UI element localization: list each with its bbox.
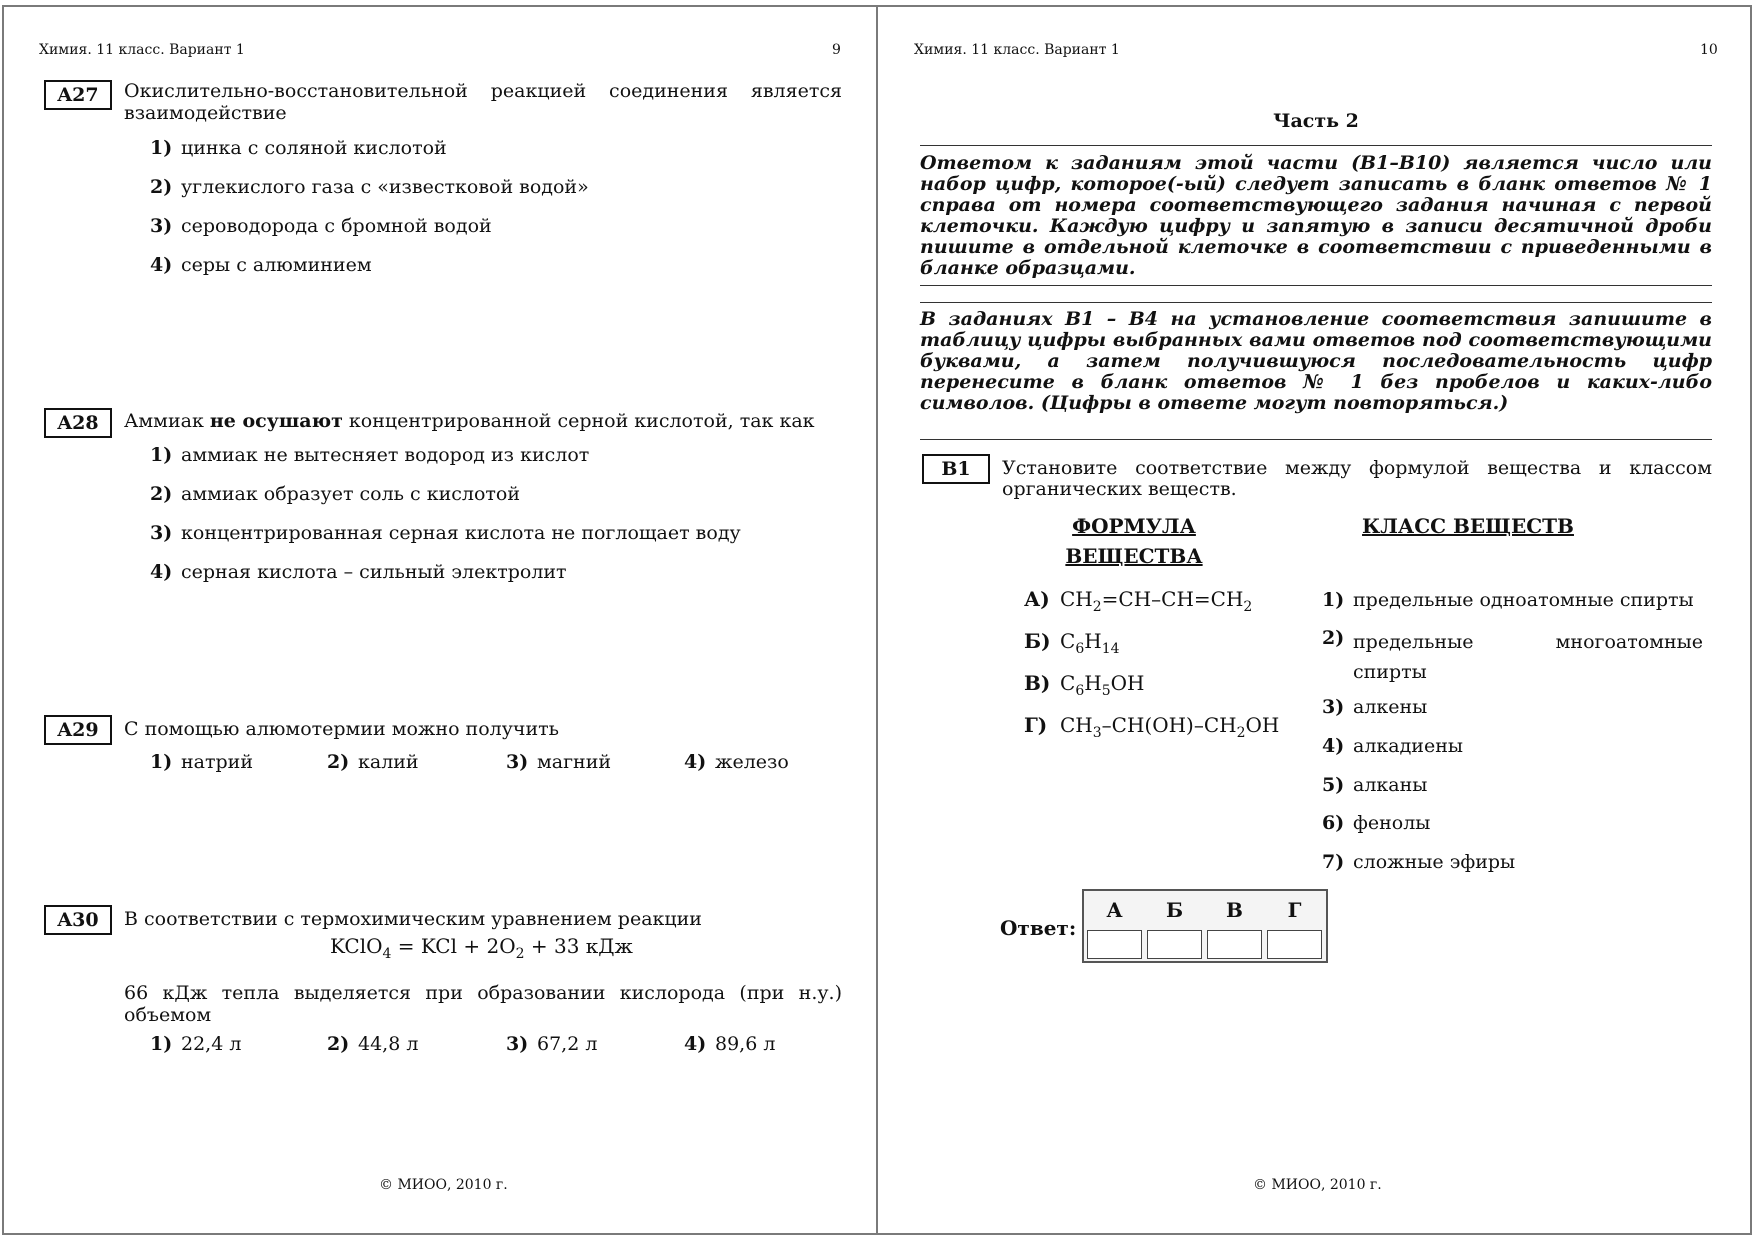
page-footer: © МИОО, 2010 г. xyxy=(379,1177,508,1193)
question-label-b1: B1 xyxy=(922,454,990,484)
option-a29-3[interactable]: 3) магний xyxy=(506,751,612,773)
formula-g: Г) $CH_3-CH(OH)-CH_2OH$ xyxy=(1024,713,1280,741)
instructions-b1-b4: В заданиях В1 – В4 на установление соответствия запишите в таблицу цифры выбранных вами ответов под соответствующими буквами, а затем получившуюся последовательность цифр перенесите в бланк ответов № 1 без пробелов и каких-либо символов. (Цифры в ответе могут повторяться.) xyxy=(920,308,1712,414)
question-label-a30: A30 xyxy=(44,905,112,935)
class-option-2: 2) предельные многоатомные спирты xyxy=(1322,627,1703,683)
divider xyxy=(920,145,1712,146)
answer-box-b[interactable] xyxy=(1147,930,1202,959)
question-label-a29: A29 xyxy=(44,715,112,745)
answer-label: Ответ: xyxy=(1000,916,1077,940)
answer-column-g: Г xyxy=(1287,898,1302,922)
part-title: Часть 2 xyxy=(1273,110,1359,132)
divider xyxy=(920,439,1712,440)
right-page xyxy=(876,5,1752,1235)
option-a27-1[interactable]: 1) цинка с соляной кислотой xyxy=(150,137,447,159)
formula-b: Б) $C_6H_{14}$ xyxy=(1024,629,1120,657)
formula-v: В) $C_6H_5OH$ xyxy=(1024,671,1145,699)
answer-table xyxy=(1082,889,1328,963)
question-text-a29: С помощью алюмотермии можно получить xyxy=(124,718,559,740)
class-option-5: 5) алканы xyxy=(1322,774,1428,796)
option-a30-4[interactable]: 4) 89,6 л xyxy=(684,1033,776,1055)
column-header-formula: ФОРМУЛА ВЕЩЕСТВА xyxy=(1065,514,1203,568)
question-text-a30-continued: 66 кДж тепла выделяется при образовании кислорода (при н.у.) объемом xyxy=(124,982,842,1026)
page-header: Химия. 11 класс. Вариант 1 xyxy=(914,42,1120,58)
page-header: Химия. 11 класс. Вариант 1 xyxy=(39,42,245,58)
option-a28-4[interactable]: 4) серная кислота – сильный электролит xyxy=(150,561,567,583)
formula-a: А) $CH_2=CH-CH=CH_2$ xyxy=(1024,587,1253,615)
option-a30-1[interactable]: 1) 22,4 л xyxy=(150,1033,242,1055)
class-option-7: 7) сложные эфиры xyxy=(1322,851,1516,873)
thermochemical-equation: KClO$_4$ = KCl + $2O_2 + 33$ кДж xyxy=(330,934,633,962)
answer-box-a[interactable] xyxy=(1087,930,1142,959)
column-header-class: КЛАСС ВЕЩЕСТВ xyxy=(1362,514,1574,538)
page-footer: © МИОО, 2010 г. xyxy=(1253,1177,1382,1193)
class-option-3: 3) алкены xyxy=(1322,696,1428,718)
option-a28-3[interactable]: 3) концентрированная серная кислота не поглощает воду xyxy=(150,522,741,544)
divider xyxy=(920,302,1712,303)
question-text-a27: Окислительно-восстановительной реакцией соединения является взаимодействие xyxy=(124,80,842,124)
answer-column-a: А xyxy=(1106,898,1123,922)
answer-column-b: Б xyxy=(1165,898,1184,922)
option-a28-1[interactable]: 1) аммиак не вытесняет водород из кислот xyxy=(150,444,590,466)
question-label-a27: A27 xyxy=(44,80,112,110)
question-text-a30: В соответствии с термохимическим уравнением реакции xyxy=(124,908,702,930)
option-a30-2[interactable]: 2) 44,8 л xyxy=(327,1033,419,1055)
answer-box-g[interactable] xyxy=(1267,930,1322,959)
option-a30-3[interactable]: 3) 67,2 л xyxy=(506,1033,598,1055)
option-a27-2[interactable]: 2) углекислого газа с «известковой водой» xyxy=(150,176,589,198)
answer-column-v: В xyxy=(1226,898,1243,922)
option-a29-4[interactable]: 4) железо xyxy=(684,751,789,773)
option-a28-2[interactable]: 2) аммиак образует соль с кислотой xyxy=(150,483,521,505)
class-option-1: 1) предельные одноатомные спирты xyxy=(1322,589,1694,611)
class-option-4: 4) алкадиены xyxy=(1322,735,1463,757)
question-text-a28: Аммиак не осушают концентрированной серной кислотой, так как xyxy=(124,410,815,432)
question-label-a28: A28 xyxy=(44,408,112,438)
class-option-6: 6) фенолы xyxy=(1322,812,1431,834)
option-a27-4[interactable]: 4) серы с алюминием xyxy=(150,254,372,276)
option-a29-2[interactable]: 2) калий xyxy=(327,751,419,773)
left-page xyxy=(2,5,878,1235)
question-text-b1: Установите соответствие между формулой вещества и классом органических веществ. xyxy=(1002,457,1712,500)
option-a27-3[interactable]: 3) сероводорода с бромной водой xyxy=(150,215,492,237)
divider xyxy=(920,285,1712,286)
page-number: 9 xyxy=(832,42,841,58)
answer-box-v[interactable] xyxy=(1207,930,1262,959)
page-number: 10 xyxy=(1700,42,1718,58)
option-a29-1[interactable]: 1) натрий xyxy=(150,751,253,773)
instructions-part2: Ответом к заданиям этой части (В1–В10) является число или набор цифр, которое(-ый) следует записать в бланк ответов № 1 справа от номера соответствующего задания начиная с первой клеточки. Каждую цифру и запятую в записи десятичной дроби пишите в отдельной клеточке в соответствии с приведенными в бланке образцами. xyxy=(920,152,1712,279)
